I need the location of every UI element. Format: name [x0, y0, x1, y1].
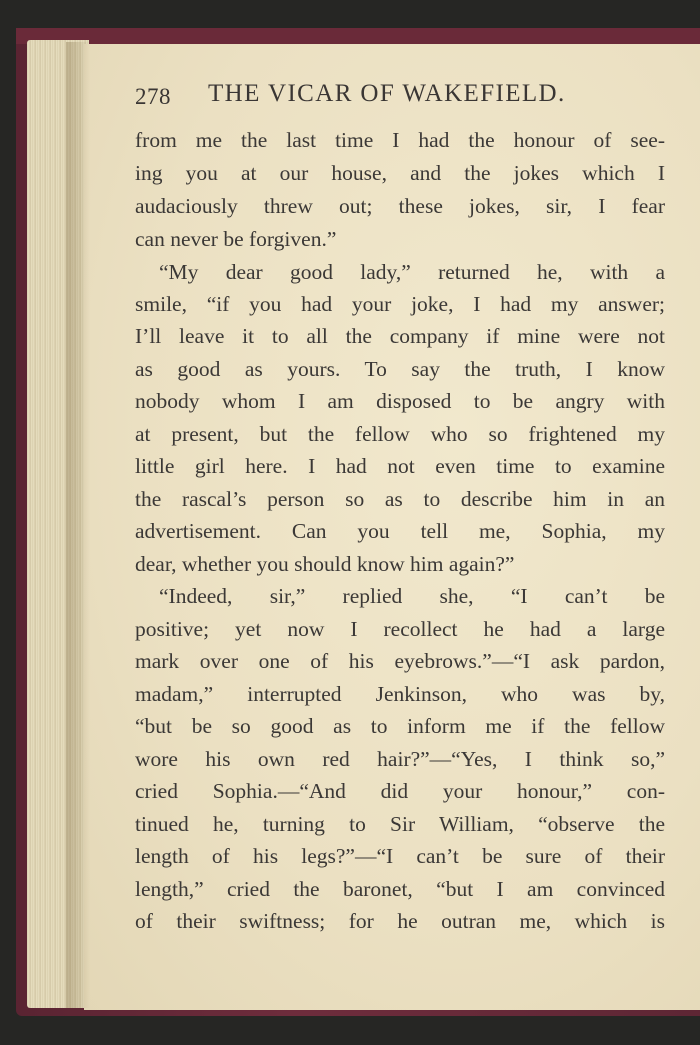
text-line: positive; yet now I recollect he had a large	[135, 617, 665, 641]
text-line: wore his own red hair?”—“Yes, I think so,”	[135, 747, 665, 771]
text-line: “My dear good lady,” returned he, with a	[159, 260, 665, 284]
text-line: dear, whether you should know him again?”	[135, 552, 515, 576]
text-line: madam,” interrupted Jenkinson, who was by,	[135, 682, 665, 706]
text-line: tinued he, turning to Sir William, “observe the	[135, 812, 665, 836]
text-line: “but be so good as to inform me if the fellow	[135, 714, 665, 738]
text-line: can never be forgiven.”	[135, 227, 337, 251]
text-line: little girl here. I had not even time to examine	[135, 454, 665, 478]
text-line: I’ll leave it to all the company if mine were not	[135, 324, 665, 348]
text-line: smile, “if you had your joke, I had my answer;	[135, 292, 665, 316]
page-number: 278	[135, 84, 171, 109]
text-line: the rascal’s person so as to describe him in an	[135, 487, 665, 511]
text-line: cried Sophia.—“And did your honour,” con-	[135, 779, 665, 803]
gutter-shadow	[66, 42, 90, 1008]
text-line: audaciously threw out; these jokes, sir, I fear	[135, 194, 665, 218]
text-line: advertisement. Can you tell me, Sophia, my	[135, 519, 665, 543]
text-line: at present, but the fellow who so frightened my	[135, 422, 665, 446]
text-line: from me the last time I had the honour of see-	[135, 128, 665, 152]
text-line: length,” cried the baronet, “but I am convinced	[135, 877, 665, 901]
text-line: “Indeed, sir,” replied she, “I can’t be	[159, 584, 665, 608]
book-cover-top-edge	[16, 28, 700, 44]
body-text	[135, 124, 665, 944]
text-line: nobody whom I am disposed to be angry with	[135, 389, 665, 413]
running-title: THE VICAR OF WAKEFIELD.	[208, 80, 566, 107]
text-line: of their swiftness; for he outran me, which is	[135, 909, 665, 933]
text-line: ing you at our house, and the jokes which I	[135, 161, 665, 185]
running-head	[135, 80, 675, 114]
text-line: mark over one of his eyebrows.”—“I ask pardon,	[135, 649, 665, 673]
text-line: length of his legs?”—“I can’t be sure of their	[135, 844, 665, 868]
text-line: as good as yours. To say the truth, I know	[135, 357, 665, 381]
